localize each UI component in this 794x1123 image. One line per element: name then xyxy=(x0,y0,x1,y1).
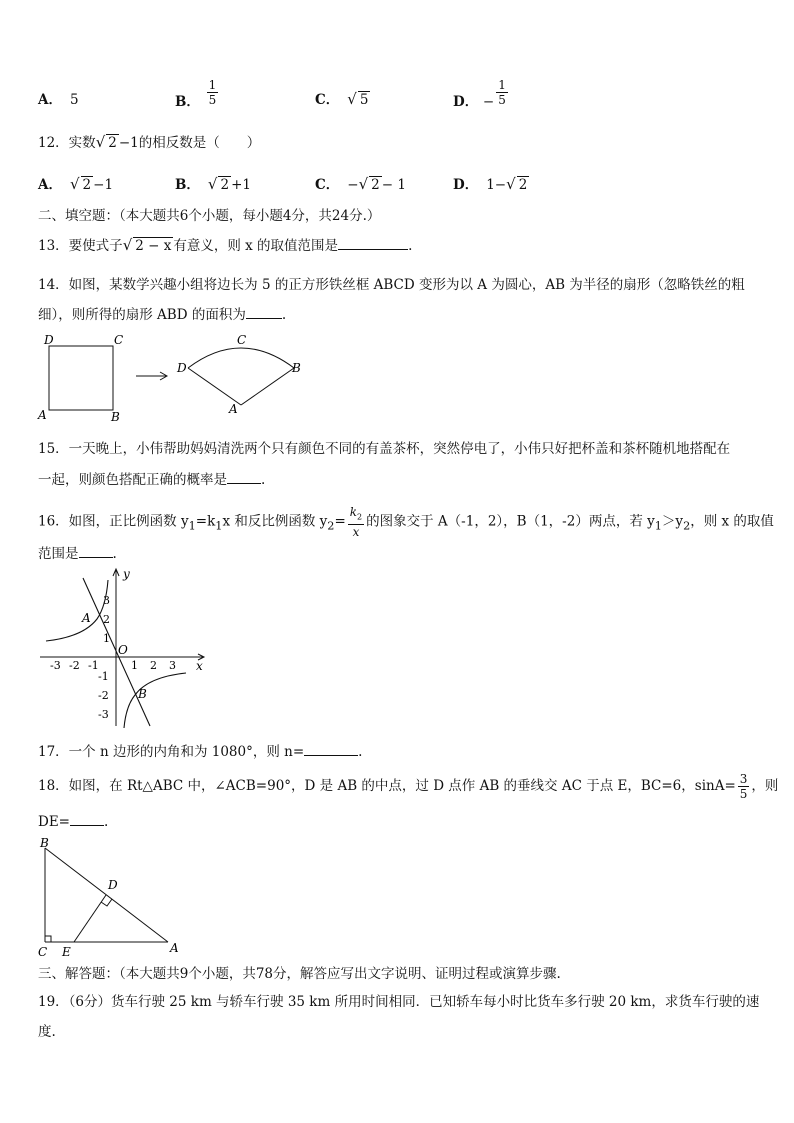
y-tick: 1 xyxy=(103,632,110,645)
y-axis-label: y xyxy=(123,567,130,581)
section-2-heading: 二、填空题：（本大题共6个小题，每小题4分，共24分.） xyxy=(38,208,381,224)
q14-figure xyxy=(36,330,316,425)
q16-function-graph xyxy=(38,566,208,731)
q16-line1: 16．如图，正比例函数 $y_1=k_1x$ 和反比例函数 $y_2=$ $\frac{k_2}{x}$ 的图象交于 A（-1，2），B（1，-2）两点，若 $y_1>y_2$，则 x 的取值 xyxy=(38,505,774,540)
x-tick: -1 xyxy=(88,659,99,672)
radius-ab xyxy=(241,368,294,405)
q15-answer-blank[interactable] xyxy=(227,471,261,484)
point-a-label: A xyxy=(82,611,91,625)
section-3-heading: 三、解答题：（本大题共9个小题，共78分，解答应写出文字说明、证明过程或演算步骤. xyxy=(38,966,561,982)
x-axis-label: x xyxy=(196,659,203,673)
q12-option-d: D． 1−√ 2 xyxy=(453,175,528,193)
q13-stem: 13．要使式子√ 2 − x 有意义，则 x 的取值范围是 . xyxy=(38,236,413,254)
q17-answer-blank[interactable] xyxy=(304,743,358,756)
label-b: B xyxy=(40,836,49,850)
sector-arc xyxy=(188,348,294,368)
x-tick: -3 xyxy=(50,659,61,672)
label-c: C xyxy=(114,333,124,347)
x-tick-labels xyxy=(50,659,176,672)
x-tick: -2 xyxy=(69,659,80,672)
hyperbola-branch-left xyxy=(46,580,108,641)
x-tick: 1 xyxy=(131,659,138,672)
label-a2: A xyxy=(229,402,238,416)
q12-stem: 12．实数√ 2 −1的相反数是（ ） xyxy=(38,133,261,151)
point-b-label: B xyxy=(138,687,147,701)
q12-option-a: A． √ 2 −1 xyxy=(38,175,114,193)
q16-line2: 范围是 . xyxy=(38,546,117,562)
q15-line1: 15．一天晚上，小伟帮助妈妈清洗两个只有颜色不同的有盖茶杯，突然停电了，小伟只好把杯盖和茶杯随机地搭配在 xyxy=(38,441,731,457)
hyperbola-branch-right xyxy=(124,673,186,728)
q14-answer-blank[interactable] xyxy=(246,306,282,319)
y-tick: -2 xyxy=(98,689,109,702)
x-tick: 2 xyxy=(150,659,157,672)
label-a: A xyxy=(170,941,179,955)
q18-triangle-figure xyxy=(36,834,186,960)
q11-option-a: A． 5 xyxy=(38,92,79,108)
label-c2: C xyxy=(237,333,247,347)
y-tick: 2 xyxy=(103,613,110,626)
y-tick: -3 xyxy=(98,708,109,721)
q19-line2: 度. xyxy=(38,1024,56,1040)
q17-stem: 17．一个 n 边形的内角和为 1080°，则 n= . xyxy=(38,744,363,760)
label-a: A xyxy=(38,408,47,422)
q14-line2: 细），则所得的扇形 ABD 的面积为 . xyxy=(38,307,287,323)
q13-answer-blank[interactable] xyxy=(338,237,408,250)
q15-line2: 一起，则颜色搭配正确的概率是 . xyxy=(38,472,266,488)
x-tick: 3 xyxy=(169,659,176,672)
q18-line1: 18．如图，在 Rt△ABC 中，∠ACB=90°，D 是 AB 的中点，过 D 点作 AB 的垂线交 AC 于点 E，BC=6，sinA= $\frac{3}{5}$ ，则 xyxy=(38,772,779,801)
label-e: E xyxy=(62,945,71,959)
q18-line2: DE= . xyxy=(38,814,109,830)
label-c: C xyxy=(38,945,48,959)
side-ab xyxy=(45,848,168,942)
label-b2: B xyxy=(292,361,301,375)
right-angle-c xyxy=(45,936,51,942)
q12-option-c: C． −√ 2 − 1 xyxy=(315,175,406,193)
q16-answer-blank[interactable] xyxy=(79,545,113,558)
q18-answer-blank[interactable] xyxy=(70,813,104,826)
label-b: B xyxy=(111,410,120,424)
q11-option-b: B． $\frac{1}{5}$ xyxy=(175,78,217,110)
q11-option-c: C． √ 5 xyxy=(315,90,369,108)
label-d: D xyxy=(108,878,118,892)
radius-ad xyxy=(188,368,241,405)
label-d2: D xyxy=(177,361,187,375)
q12-option-b: B． √ 2 +1 xyxy=(175,175,251,193)
square-abcd xyxy=(49,346,113,410)
q11-option-d: D． − $\frac{1}{5}$ xyxy=(453,78,506,110)
origin-label: O xyxy=(118,643,128,657)
y-tick: -1 xyxy=(98,670,109,683)
label-d: D xyxy=(44,333,54,347)
q14-line1: 14．如图，某数学兴趣小组将边长为 5 的正方形铁丝框 ABCD 变形为以 A 为圆心，AB 为半径的扇形（忽略铁丝的粗 xyxy=(38,277,745,293)
q19-line1: 19．（6分）货车行驶 25 km 与轿车行驶 35 km 所用时间相同．已知轿车每小时比货车多行驶 20 km，求货车行驶的速 xyxy=(38,994,760,1010)
y-tick: 3 xyxy=(103,594,110,607)
